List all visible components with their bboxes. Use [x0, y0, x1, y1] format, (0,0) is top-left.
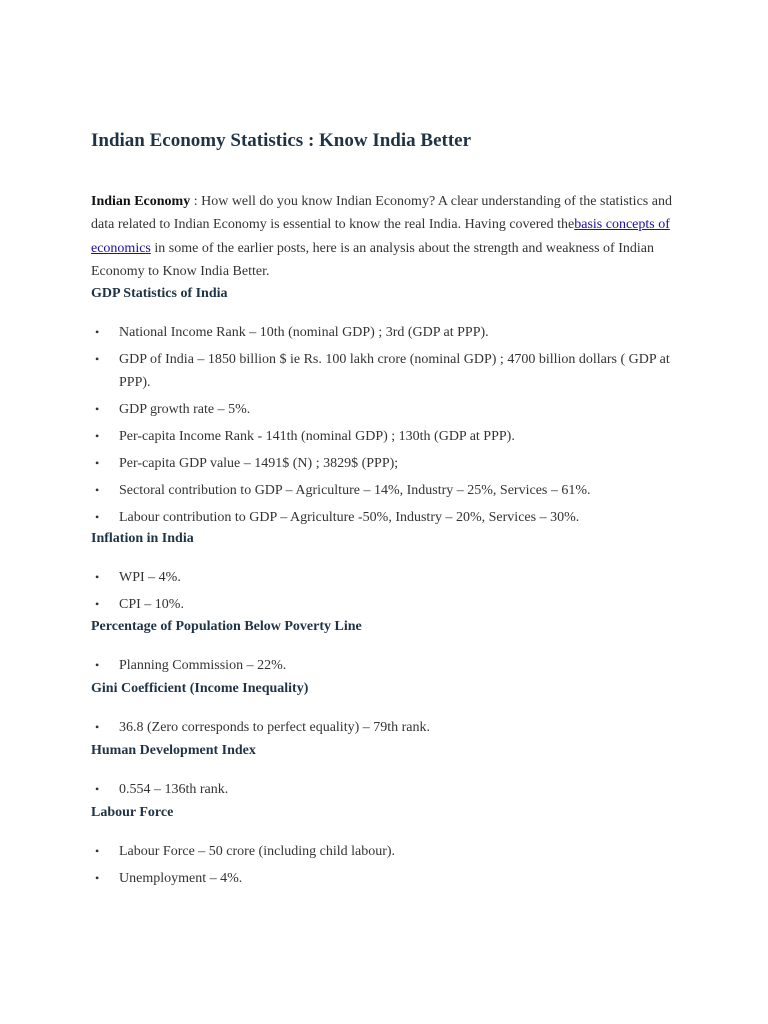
- heading-labour: Labour Force: [91, 805, 174, 820]
- list-item: • Planning Commission – 22%.: [91, 654, 691, 677]
- list-item: • 36.8 (Zero corresponds to perfect equality) – 79th rank.: [91, 716, 691, 739]
- list-item: • CPI – 10%.: [91, 593, 691, 616]
- heading-inflation: Inflation in India: [91, 531, 194, 546]
- list-item: • National Income Rank – 10th (nominal GDP) ; 3rd (GDP at PPP).: [91, 321, 691, 344]
- list-item: • Labour Force – 50 crore (including child labour).: [91, 840, 691, 863]
- list-item: • Labour contribution to GDP – Agriculture -50%, Industry – 20%, Services – 30%.: [91, 506, 691, 529]
- list-gdp: [91, 321, 691, 529]
- list-item: • Sectoral contribution to GDP – Agriculture – 14%, Industry – 25%, Services – 61%.: [91, 479, 691, 502]
- list-item: • GDP growth rate – 5%.: [91, 398, 691, 421]
- list-item: • 0.554 – 136th rank.: [91, 778, 691, 801]
- intro-paragraph: [91, 190, 691, 283]
- intro-text-1: : How well do you know Indian Economy? A clear understanding of the statistics and data related to Indian Economy is essential to know the real India. Having covered the: [91, 194, 672, 233]
- heading-gini: Gini Coefficient (Income Inequality): [91, 681, 309, 696]
- list-item: • WPI – 4%.: [91, 566, 691, 589]
- list-hdi: [91, 778, 691, 801]
- intro-text-2: in some of the earlier posts, here is an analysis about the strength and weakness of Indian Economy to Know India Better.: [91, 240, 654, 279]
- list-item: • Unemployment – 4%.: [91, 867, 691, 890]
- heading-poverty: Percentage of Population Below Poverty Line: [91, 619, 362, 634]
- heading-gdp: GDP Statistics of India: [91, 286, 228, 301]
- list-labour: [91, 840, 691, 890]
- list-poverty: [91, 654, 691, 677]
- heading-hdi: Human Development Index: [91, 743, 256, 758]
- basis-concepts-link[interactable]: basis concepts of economics: [91, 217, 670, 256]
- page-title: Indian Economy Statistics : Know India Better: [91, 130, 472, 151]
- list-gini: [91, 716, 691, 739]
- list-item: • GDP of India – 1850 billion $ ie Rs. 100 lakh crore (nominal GDP) ; 4700 billion dollars ( GDP at PPP).: [91, 348, 691, 394]
- list-item: • Per-capita GDP value – 1491$ (N) ; 3829$ (PPP);: [91, 452, 691, 475]
- intro-bold-lead: Indian Economy: [91, 194, 191, 209]
- list-item: • Per-capita Income Rank - 141th (nominal GDP) ; 130th (GDP at PPP).: [91, 425, 691, 448]
- list-inflation: [91, 566, 691, 616]
